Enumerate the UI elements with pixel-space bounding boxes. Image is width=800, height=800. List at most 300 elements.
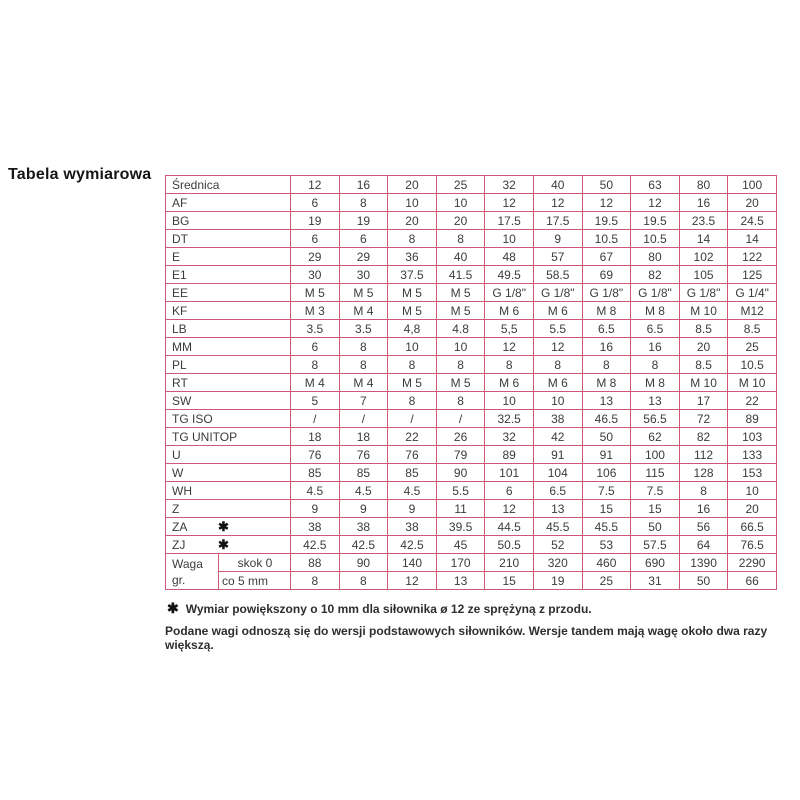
cell-value: 24.5 [728,212,777,230]
cell-value: 89 [728,410,777,428]
cell-value: 8 [339,338,388,356]
cell-value: 20 [728,194,777,212]
cell-value: 17.5 [485,212,534,230]
cell-value: 42 [533,428,582,446]
cell-value: G 1/4" [728,284,777,302]
row-label: AF [172,195,188,210]
cell-value: 11 [436,500,485,518]
cell-value: 23.5 [679,212,728,230]
cell-value: 20 [679,338,728,356]
cell-value: 32.5 [485,410,534,428]
row-label: LB [172,321,187,336]
cell-value: 12 [582,194,631,212]
cell-value: M 5 [436,302,485,320]
table-row [166,320,777,338]
cell-value: 15 [582,500,631,518]
cell-value: M 5 [388,302,437,320]
cell-value: M 8 [631,374,680,392]
cell-value: 90 [436,464,485,482]
table-row [166,194,777,212]
cell-value: 6 [291,230,340,248]
cell-value: M12 [728,302,777,320]
cell-value: 6 [291,338,340,356]
cell-value: M 5 [436,374,485,392]
cell-value: 19.5 [582,212,631,230]
cell-value: 39.5 [436,518,485,536]
cell-value: 91 [582,446,631,464]
cell-value: 31 [631,572,680,590]
cell-value: 8 [631,356,680,374]
cell-value: 8.5 [728,320,777,338]
table-row [166,212,777,230]
cell-value: 69 [582,266,631,284]
cell-value: G 1/8" [582,284,631,302]
cell-value: 22 [728,392,777,410]
cell-value: 76 [339,446,388,464]
cell-value: 8 [485,356,534,374]
cell-value: M 10 [679,302,728,320]
cell-value: 8 [388,356,437,374]
cell-value: 53 [582,536,631,554]
row-label: RT [172,375,188,390]
cell-value: M 5 [388,374,437,392]
cell-value: 153 [728,464,777,482]
cell-value: 10 [485,230,534,248]
cell-value: 6 [291,194,340,212]
row-label: Z [172,501,180,516]
cell-value: 30 [339,266,388,284]
row-label: MM [172,339,192,354]
header-label-cell: Średnica [166,176,291,194]
cell-value: 56.5 [631,410,680,428]
cell-value: 5.5 [436,482,485,500]
row-label-cell [166,284,291,302]
cell-value: 14 [679,230,728,248]
waga-row-2 [166,572,777,590]
cell-value: 690 [631,554,680,572]
cell-value: 16 [679,194,728,212]
cell-value: M 10 [679,374,728,392]
row-label: U [172,447,181,462]
cell-value: 58.5 [533,266,582,284]
cell-value: 38 [388,518,437,536]
cell-value: M 6 [533,374,582,392]
cell-value: 4.8 [436,320,485,338]
cell-value: 12 [485,500,534,518]
cell-value: 32 [485,428,534,446]
cell-value: 13 [631,392,680,410]
cell-value: 56 [679,518,728,536]
cell-value: M 5 [388,284,437,302]
table-row [166,392,777,410]
row-label-cell [166,338,291,356]
header-column-cell: 25 [436,176,485,194]
cell-value: / [388,410,437,428]
cell-value: 8.5 [679,356,728,374]
cell-value: 50.5 [485,536,534,554]
cell-value: 12 [631,194,680,212]
cell-value: 3.5 [339,320,388,338]
cell-value: 19 [339,212,388,230]
cell-value: 125 [728,266,777,284]
footnote-2: Podane wagi odnoszą się do wersji podstawowych siłowników. Wersje tandem mają wagę około dwa razy większą. [165,624,768,652]
cell-value: 50 [582,428,631,446]
cell-value: 64 [679,536,728,554]
cell-value: 72 [679,410,728,428]
waga-sub-label: skok 0 [219,554,291,572]
cell-value: 10 [388,194,437,212]
cell-value: 9 [533,230,582,248]
cell-value: 18 [291,428,340,446]
table-row [166,248,777,266]
cell-value: 91 [533,446,582,464]
row-label: BG [172,213,190,228]
cell-value: / [291,410,340,428]
cell-value: 128 [679,464,728,482]
cell-value: 25 [728,338,777,356]
cell-value: 85 [291,464,340,482]
cell-value: 9 [291,500,340,518]
cell-value: M 4 [339,374,388,392]
cell-value: 7.5 [582,482,631,500]
row-label: WH [172,483,192,498]
cell-value: 4.5 [291,482,340,500]
cell-value: 10.5 [728,356,777,374]
row-label-cell [166,230,291,248]
cell-value: 45 [436,536,485,554]
cell-value: 16 [679,500,728,518]
table-row [166,410,777,428]
row-label: E [172,249,181,264]
footnote-1-text: Wymiar powiększony o 10 mm dla siłownika ø 12 ze sprężyną z przodu. [185,602,592,616]
cell-value: 10.5 [582,230,631,248]
cell-value: 17 [679,392,728,410]
cell-value: 50 [679,572,728,590]
cell-value: 8 [339,194,388,212]
cell-value: / [436,410,485,428]
cell-value: 29 [291,248,340,266]
cell-value: 15 [485,572,534,590]
cell-value: 8 [339,572,388,590]
cell-value: 46.5 [582,410,631,428]
cell-value: 14 [728,230,777,248]
table-row [166,446,777,464]
cell-value: 85 [388,464,437,482]
cell-value: 8 [533,356,582,374]
waga-label-cell [166,554,219,590]
cell-value: M 5 [339,284,388,302]
cell-value: 8 [582,356,631,374]
header-column-cell: 40 [533,176,582,194]
cell-value: 10 [388,338,437,356]
cell-value: M 10 [728,374,777,392]
asterisk-icon: ✱ [167,600,179,616]
cell-value: 90 [339,554,388,572]
cell-value: 7.5 [631,482,680,500]
asterisk-icon: ✱ [218,519,229,534]
cell-value: 8 [388,230,437,248]
row-label: W [172,465,184,480]
cell-value: 10 [436,338,485,356]
cell-value: 5 [291,392,340,410]
table-row [166,428,777,446]
cell-value: 13 [533,500,582,518]
row-label: ZA [172,519,188,534]
cell-value: 4.5 [339,482,388,500]
cell-value: 41.5 [436,266,485,284]
cell-value: 112 [679,446,728,464]
table-header-row [166,176,777,194]
cell-value: 12 [533,338,582,356]
cell-value: 12 [485,194,534,212]
cell-value: 57 [533,248,582,266]
row-label-cell [166,266,291,284]
cell-value: 133 [728,446,777,464]
cell-value: 42.5 [339,536,388,554]
cell-value: 8 [436,392,485,410]
cell-value: 15 [631,500,680,518]
cell-value: 10 [485,392,534,410]
cell-value: 25 [582,572,631,590]
dimension-table-body [166,176,777,590]
cell-value: 88 [291,554,340,572]
row-label-cell [166,482,291,500]
cell-value: 40 [436,248,485,266]
cell-value: 8 [436,230,485,248]
cell-value: 20 [436,212,485,230]
cell-value: 4.5 [388,482,437,500]
header-column-cell: 63 [631,176,680,194]
cell-value: 44.5 [485,518,534,536]
cell-value: 20 [388,212,437,230]
row-label-cell [166,392,291,410]
cell-value: 37.5 [388,266,437,284]
header-column-cell: 32 [485,176,534,194]
header-column-cell: 12 [291,176,340,194]
table-row [166,500,777,518]
cell-value: 82 [631,266,680,284]
cell-value: 101 [485,464,534,482]
cell-value: M 5 [291,284,340,302]
cell-value: 210 [485,554,534,572]
cell-value: 8 [291,356,340,374]
cell-value: 6 [339,230,388,248]
cell-value: 12 [533,194,582,212]
row-label-cell [166,428,291,446]
row-label-cell [166,518,291,536]
cell-value: 6.5 [582,320,631,338]
cell-value: M 8 [582,302,631,320]
waga-row-1 [166,554,777,572]
cell-value: 8 [436,356,485,374]
cell-value: 89 [485,446,534,464]
cell-value: 76 [388,446,437,464]
cell-value: 8 [388,392,437,410]
row-label-cell [166,464,291,482]
table-row [166,356,777,374]
footnote-1 [167,600,592,617]
cell-value: 104 [533,464,582,482]
row-label-cell [166,356,291,374]
header-column-cell: 16 [339,176,388,194]
cell-value: 103 [728,428,777,446]
cell-value: 42.5 [388,536,437,554]
cell-value: 85 [339,464,388,482]
cell-value: 10 [728,482,777,500]
cell-value: 13 [582,392,631,410]
row-label: TG ISO [172,411,213,426]
cell-value: 22 [388,428,437,446]
cell-value: 8 [679,482,728,500]
row-label-cell [166,320,291,338]
row-label: E1 [172,267,187,282]
cell-value: / [339,410,388,428]
cell-value: 50 [631,518,680,536]
cell-value: 62 [631,428,680,446]
cell-value: 38 [291,518,340,536]
row-label: SW [172,393,192,408]
cell-value: 7 [339,392,388,410]
cell-value: 10 [533,392,582,410]
cell-value: 16 [582,338,631,356]
cell-value: 48 [485,248,534,266]
cell-value: 122 [728,248,777,266]
cell-value: 80 [631,248,680,266]
cell-value: 36 [388,248,437,266]
cell-value: 460 [582,554,631,572]
cell-value: G 1/8" [485,284,534,302]
table-row [166,338,777,356]
cell-value: 170 [436,554,485,572]
cell-value: M 8 [582,374,631,392]
row-label: DT [172,231,188,246]
cell-value: 105 [679,266,728,284]
table-row [166,482,777,500]
cell-value: M 6 [485,374,534,392]
table-row [166,518,777,536]
cell-value: 1390 [679,554,728,572]
cell-value: 9 [339,500,388,518]
row-label-cell [166,248,291,266]
cell-value: 17.5 [533,212,582,230]
cell-value: 102 [679,248,728,266]
cell-value: M 5 [436,284,485,302]
row-label: EE [172,285,189,300]
cell-value: 19.5 [631,212,680,230]
cell-value: M 3 [291,302,340,320]
cell-value: M 6 [485,302,534,320]
table-row [166,302,777,320]
cell-value: M 6 [533,302,582,320]
cell-value: 6 [485,482,534,500]
cell-value: 57.5 [631,536,680,554]
cell-value: 52 [533,536,582,554]
row-label: KF [172,303,188,318]
cell-value: 320 [533,554,582,572]
cell-value: 5.5 [533,320,582,338]
cell-value: 2290 [728,554,777,572]
cell-value: 38 [533,410,582,428]
row-label-cell [166,212,291,230]
cell-value: G 1/8" [533,284,582,302]
dimension-table [165,175,777,590]
cell-value: 8 [291,572,340,590]
cell-value: 45.5 [582,518,631,536]
cell-value: 26 [436,428,485,446]
row-label-cell [166,446,291,464]
cell-value: 79 [436,446,485,464]
row-label: PL [172,357,187,372]
row-label-cell [166,302,291,320]
cell-value: 100 [631,446,680,464]
row-label-cell [166,500,291,518]
cell-value: 12 [485,338,534,356]
cell-value: 29 [339,248,388,266]
cell-value: 82 [679,428,728,446]
row-label: TG UNITOP [172,429,238,444]
table-row [166,284,777,302]
cell-value: 19 [291,212,340,230]
cell-value: 106 [582,464,631,482]
cell-value: 66 [728,572,777,590]
cell-value: 42.5 [291,536,340,554]
cell-value: 19 [533,572,582,590]
cell-value: 18 [339,428,388,446]
header-column-cell: 80 [679,176,728,194]
header-column-cell: 20 [388,176,437,194]
header-column-cell: 50 [582,176,631,194]
asterisk-icon: ✱ [218,537,229,552]
cell-value: M 4 [291,374,340,392]
header-column-cell: 100 [728,176,777,194]
table-row [166,464,777,482]
cell-value: 6.5 [533,482,582,500]
waga-sub-label: co 5 mm [219,572,291,590]
cell-value: 9 [388,500,437,518]
cell-value: 49.5 [485,266,534,284]
cell-value: 8.5 [679,320,728,338]
cell-value: M 8 [631,302,680,320]
cell-value: 38 [339,518,388,536]
cell-value: 4,8 [388,320,437,338]
cell-value: 10 [436,194,485,212]
table-row [166,230,777,248]
table-row [166,536,777,554]
cell-value: 30 [291,266,340,284]
cell-value: 66.5 [728,518,777,536]
cell-value: 45.5 [533,518,582,536]
cell-value: 115 [631,464,680,482]
cell-value: 8 [339,356,388,374]
cell-value: 67 [582,248,631,266]
row-label-cell [166,374,291,392]
cell-value: 76 [291,446,340,464]
cell-value: 3.5 [291,320,340,338]
cell-value: M 4 [339,302,388,320]
cell-value: 13 [436,572,485,590]
page-title: Tabela wymiarowa [8,166,152,183]
waga-label-line2: gr. [172,572,186,587]
cell-value: 140 [388,554,437,572]
cell-value: 76.5 [728,536,777,554]
waga-label-line1: Waga [172,556,203,571]
cell-value: G 1/8" [679,284,728,302]
cell-value: 12 [388,572,437,590]
row-label-cell [166,536,291,554]
table-row [166,266,777,284]
table-row [166,374,777,392]
cell-value: 6.5 [631,320,680,338]
